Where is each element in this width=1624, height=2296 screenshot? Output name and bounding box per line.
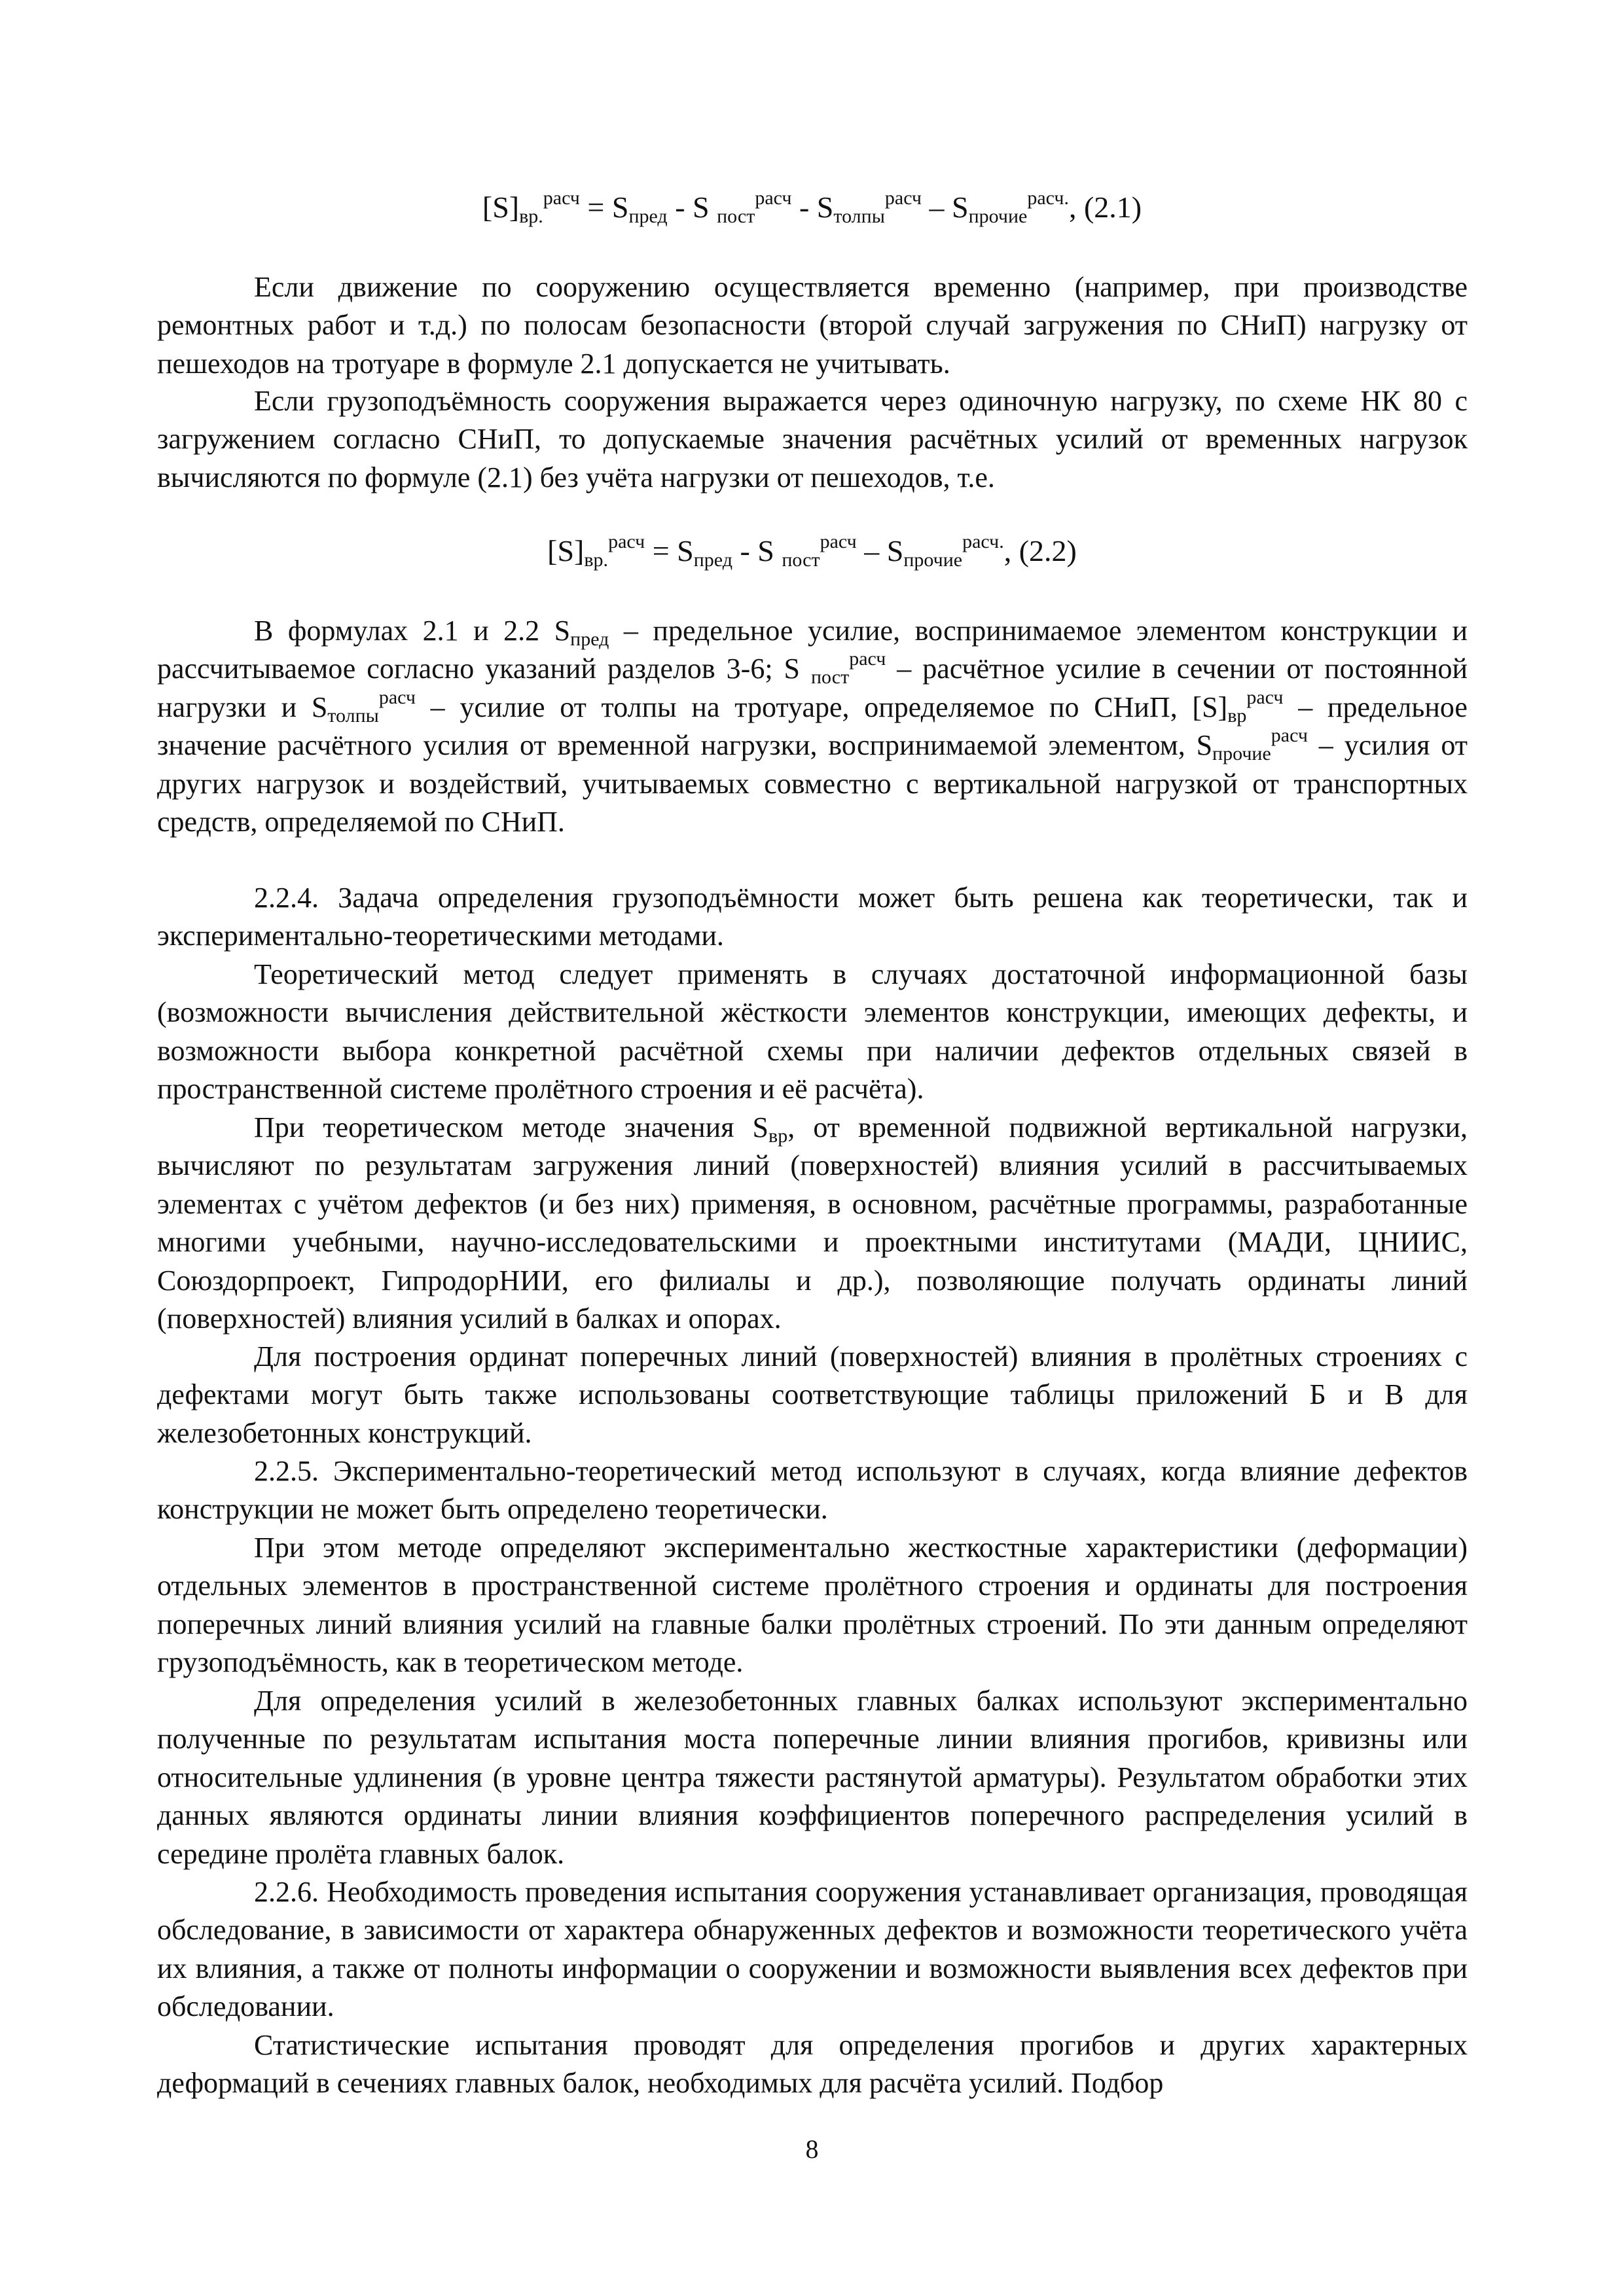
formula-number: , (2.2) <box>1003 534 1077 567</box>
formula-text: - S <box>667 190 717 224</box>
paragraph-text: В формулах 2.1 и 2.2 S <box>254 615 571 647</box>
paragraph-text: – усилия от других нагрузок и воздействий, учитываемых совместно с вертикальной нагрузкой от транспортных средств, определяемой по СНиП. <box>157 729 1468 838</box>
inline-subscript: вр <box>1227 704 1247 726</box>
paragraph-text: При теоретическом методе значения S <box>254 1111 769 1143</box>
formula-subscript: пред <box>693 549 732 571</box>
paragraph-section-2-2-6: 2.2.6. Необходимость проведения испытания сооружения устанавливает организация, проводящая обследование, в зависимости от характера обнаруженных дефектов и возможности теоретического учёта их влияния, а также от полноты информации о сооружении и возможности выявления всех дефектов при обследовании. <box>157 1876 1468 2023</box>
formula-subscript: прочие <box>968 206 1028 227</box>
formula-text: – S <box>922 190 969 224</box>
paragraph-text: – расчётное усилие в сечении от постоянной нагрузки и S <box>157 653 1468 723</box>
formula-superscript: расч <box>755 187 792 209</box>
inline-subscript: вр <box>768 1125 788 1147</box>
inline-superscript: расч <box>1246 686 1284 708</box>
paragraph-section-2-2-4: 2.2.4. Задача определения грузоподъёмности может быть решена как теоретически, так и экспериментально-теоретическими методами. <box>157 882 1468 952</box>
paragraph-text: – усилие от толпы на тротуаре, определяемое по СНиП, [S] <box>415 691 1228 723</box>
formula-subscript: прочие <box>903 549 963 571</box>
inline-subscript: прочие <box>1212 743 1271 765</box>
formula-superscript: расч <box>884 187 922 209</box>
formula-subscript: пост <box>782 549 820 571</box>
paragraph: Для построения ординат поперечных линий (поверхностей) влияния в пролётных строениях с дефектами могут быть также использованы соответствующие таблицы приложений Б и В для железобетонных конструкций. <box>157 1340 1468 1449</box>
formula-text: = S <box>579 190 629 224</box>
formula-superscript: расч. <box>1027 187 1069 209</box>
inline-subscript: пост <box>810 666 850 689</box>
page-number: 8 <box>805 2134 819 2164</box>
paragraph-text: – предельное значение расчётного усилия от временной нагрузки, воспринимаемой элементом, S <box>157 691 1468 762</box>
formula-subscript: пост <box>717 206 755 227</box>
formula-text: [S] <box>547 534 585 567</box>
inline-superscript: расч <box>1271 725 1308 747</box>
formula-text: - S <box>791 190 834 224</box>
inline-subscript: толпы <box>327 704 379 726</box>
formula-2-2 <box>0 531 1624 571</box>
formula-superscript: расч <box>543 187 580 209</box>
formula-text: - S <box>732 534 782 567</box>
paragraph: Теоретический метод следует применять в случаях достаточной информационной базы (возможности вычисления действительной жёсткости элементов конструкции, имеющих дефекты, и возможности выбора конкретной расчётной схемы при наличии дефектов отдельных связей в пространственной системе пролётного строения и её расчёта). <box>157 958 1468 1105</box>
formula-superscript: расч <box>608 531 645 552</box>
paragraph-section-2-2-5: 2.2.5. Экспериментально-теоретический метод используют в случаях, когда влияние дефектов конструкции не может быть определено теоретически. <box>157 1455 1468 1526</box>
formula-superscript: расч. <box>962 531 1004 552</box>
paragraph <box>157 1109 1468 1338</box>
formula-2-1 <box>0 187 1624 227</box>
paragraph-text: – предельное усилие, воспринимаемое элементом конструкции и рассчитываемое согласно указаний разделов 3-6; S <box>157 615 1468 685</box>
paragraph: Если грузоподъёмность сооружения выражается через одиночную нагрузку, по схеме НК 80 с загружением согласно СНиП, то допускаемые значения расчётных усилий от временных нагрузок вычисляются по формуле (2.1) без учёта нагрузки от пешеходов, т.е. <box>157 385 1468 493</box>
paragraph-formula-legend <box>157 612 1468 841</box>
formula-text: – S <box>856 534 904 567</box>
formula-text: [S] <box>482 190 520 224</box>
paragraph: Для определения усилий в железобетонных главных балках используют экспериментально полученные по результатам испытания моста поперечные линии влияния прогибов, кривизны или относительные удлинения (в уровне центра тяжести растянутой арматуры). Результатом обработки этих данных являются ординаты линии влияния коэффициентов поперечного распределения усилий в середине пролёта главных балок. <box>157 1685 1468 1870</box>
inline-superscript: расч <box>849 648 886 670</box>
formula-subscript: толпы <box>833 206 885 227</box>
formula-number: , (2.1) <box>1068 190 1142 224</box>
paragraph-text: , от временной подвижной вертикальной нагрузки, вычисляют по результатам загружения линий (поверхностей) влияния усилий в рассчитываемых элементах с учётом дефектов (и без них) применяя, в основном, расчётные программы, разработанные многими учебными, научно-исследовательскими и проектными институтами (МАДИ, ЦНИИС, Союздорпроект, ГипродорНИИ, его филиалы и др.), позволяющие получать ординаты линий (поверхностей) влияния усилий в балках и опорах. <box>157 1111 1468 1335</box>
formula-text: = S <box>645 534 694 567</box>
formula-superscript: расч <box>820 531 857 552</box>
paragraph: При этом методе определяют экспериментально жесткостные характеристики (деформации) отдельных элементов в пространственной системе пролётного строения и ординаты для построения поперечных линий влияния усилий на главные балки пролётных строений. По эти данным определяют грузоподъёмность, как в теоретическом методе. <box>157 1532 1468 1679</box>
paragraph: Статистические испытания проводят для определения прогибов и других характерных деформаций в сечениях главных балок, необходимых для расчёта усилий. Подбор <box>157 2029 1468 2100</box>
formula-subscript: вр. <box>519 206 543 227</box>
inline-subscript: пред <box>570 628 609 650</box>
inline-superscript: расч <box>378 686 416 708</box>
formula-subscript: вр. <box>584 549 609 571</box>
paragraph: Если движение по сооружению осуществляется временно (например, при производстве ремонтных работ и т.д.) по полосам безопасности (второй случай загружения по СНиП) нагрузку от пешеходов на тротуаре в формуле 2.1 допускается не учитывать. <box>157 271 1468 380</box>
formula-subscript: пред <box>628 206 668 227</box>
